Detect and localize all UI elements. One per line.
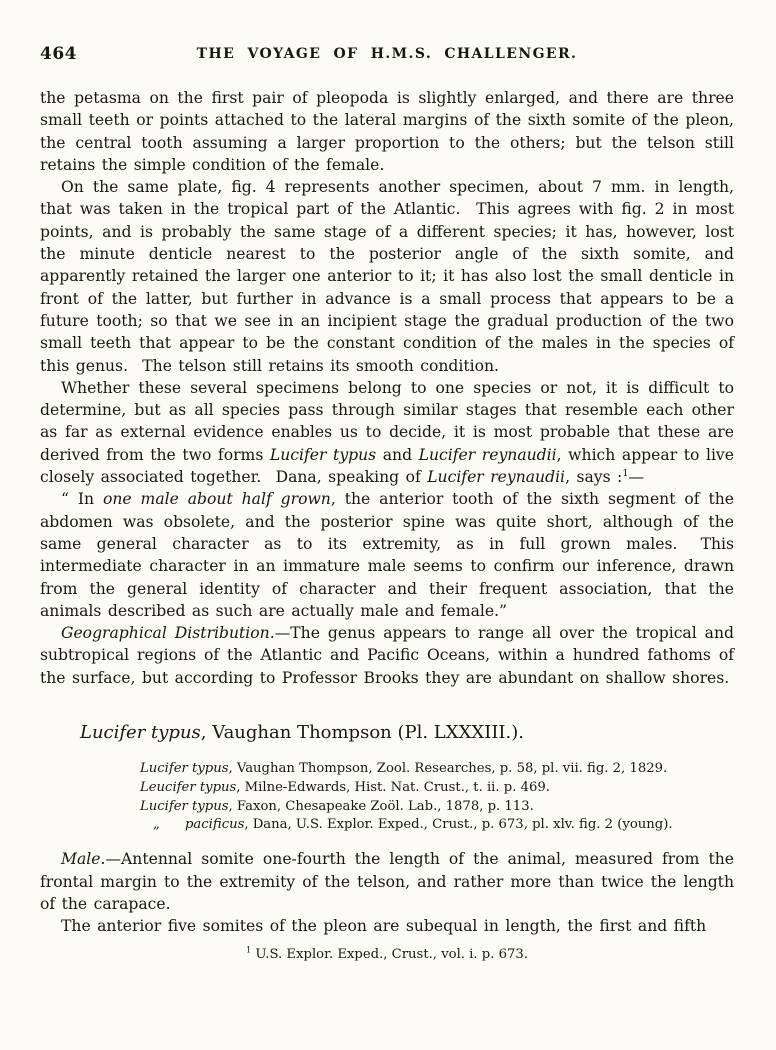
paragraph-geographical-distribution: [40, 622, 734, 689]
text-run: and: [376, 445, 419, 464]
paragraph-pleon-somites: [40, 915, 734, 937]
text-run: —: [628, 468, 645, 487]
footnote: [40, 946, 734, 964]
footnote-marker: 1: [246, 945, 252, 955]
page-number: 464: [40, 44, 77, 64]
text-run: On the same plate, fig. 4 represents another specimen, about 7 mm. in length, that was taken in the tropical part of the Atlantic. This agrees with fig. 2 in most points, and is probably the same stage of a different species; it has, however, lost the minute denticle nearest to the posterior angle of the sixth somite, and apparently retained the larger one anterior to it; it has also lost the small denticle in front of the latter, but further in advance is a small process that appears to be a future tooth; so that we see in an incipient stage the gradual production of the two small teeth that appear to be the constant condition of the males in the species of this genus. The telson still retains its smooth condition.: [40, 178, 734, 375]
paragraph-petasma: [40, 87, 734, 176]
text-run: The anterior five somites of the pleon are subequal in length, the first and fifth: [61, 917, 707, 936]
italic-text: pacificus: [184, 817, 245, 833]
running-head: [40, 0, 734, 70]
text-run: Whether these several specimens belong to one species or not, it is difficult to determine, but as all species pass through similar stages that resemble each other as far as external evidence enables us to decide, it is most probable that these are derived from the two forms: [40, 378, 734, 464]
text-run: , which appear to live closely associated together. Dana, speaking of: [40, 445, 734, 487]
text-run: the petasma on the first pair of pleopoda is slightly enlarged, and there are three small teeth or points attached to the lateral margins of the sixth somite of the pleon, the central tooth assuming a larger proportion to the others; but the telson still retains the simple condition of the female.: [40, 89, 734, 174]
paragraph-species-discussion: [40, 377, 734, 488]
italic-text: Lucifer typus: [140, 761, 229, 777]
running-title: THE VOYAGE OF H.M.S. CHALLENGER.: [196, 46, 578, 62]
text-run: “ In: [61, 490, 103, 509]
species-description: [40, 848, 734, 937]
paragraph-fig4-specimen: [40, 176, 734, 377]
species-heading: [80, 721, 734, 745]
synonymy-entry: [140, 760, 734, 779]
footnote-marker: 1: [622, 467, 629, 479]
text-run: —The genus appears to range all over the tropical and subtropical regions of the Atlantic and Pacific Oceans, within a hundred fathoms of the surface, but according to Professor Brooks they are abundant on shallow shores.: [40, 624, 735, 687]
synonymy-list: [140, 760, 734, 835]
italic-text: one male about half grown: [102, 490, 331, 509]
italic-text: Male.: [61, 850, 106, 869]
text-run: „: [153, 817, 185, 833]
text-run: , says :: [565, 468, 623, 487]
synonymy-entry-ditto: [153, 816, 734, 835]
text-run: , Vaughan Thompson, Zool. Researches, p. 58, pl. vii. fig. 2, 1829.: [228, 761, 668, 777]
text-run: , Milne-Edwards, Hist. Nat. Crust., t. ii. p. 469.: [236, 779, 550, 795]
text-run: , Vaughan Thompson (Pl. LXXXIII.).: [200, 722, 524, 744]
text-run: , the anterior tooth of the sixth segment of the abdomen was obsolete, and the posterior spine was quite short, although of the same general character as to its extremity, as in full grown males. This intermediate character in an immature male seems to confirm our inference, drawn from the general identity of character and their frequent association, that the animals described as such are actually male and female.”: [40, 490, 734, 620]
italic-text: Lucifer typus: [140, 798, 229, 814]
italic-text: Lucifer typus: [269, 445, 377, 464]
italic-text: Leucifer typus: [140, 779, 237, 795]
italic-text: Geographical Distribution.: [61, 624, 275, 643]
text-run: U.S. Explor. Exped., Crust., vol. i. p. 673.: [251, 947, 528, 963]
text-run: , Dana, U.S. Explor. Exped., Crust., p. 673, pl. xlv. fig. 2 (young).: [244, 817, 673, 833]
text-run: —Antennal somite one-fourth the length of the animal, measured from the frontal margin to the extremity of the telson, and rather more than twice the length of the carapace.: [40, 850, 734, 913]
italic-text: Lucifer typus: [80, 722, 201, 744]
paragraph-male-description: [40, 848, 734, 915]
italic-text: Lucifer reynaudii: [427, 468, 566, 487]
paragraph-dana-quote: [40, 488, 734, 622]
synonymy-entry: [140, 779, 734, 798]
text-run: , Faxon, Chesapeake Zoöl. Lab., 1878, p. 113.: [228, 798, 534, 814]
italic-text: Lucifer reynaudii: [418, 445, 557, 464]
body-text: [40, 87, 734, 689]
synonymy-entry: [140, 798, 734, 817]
